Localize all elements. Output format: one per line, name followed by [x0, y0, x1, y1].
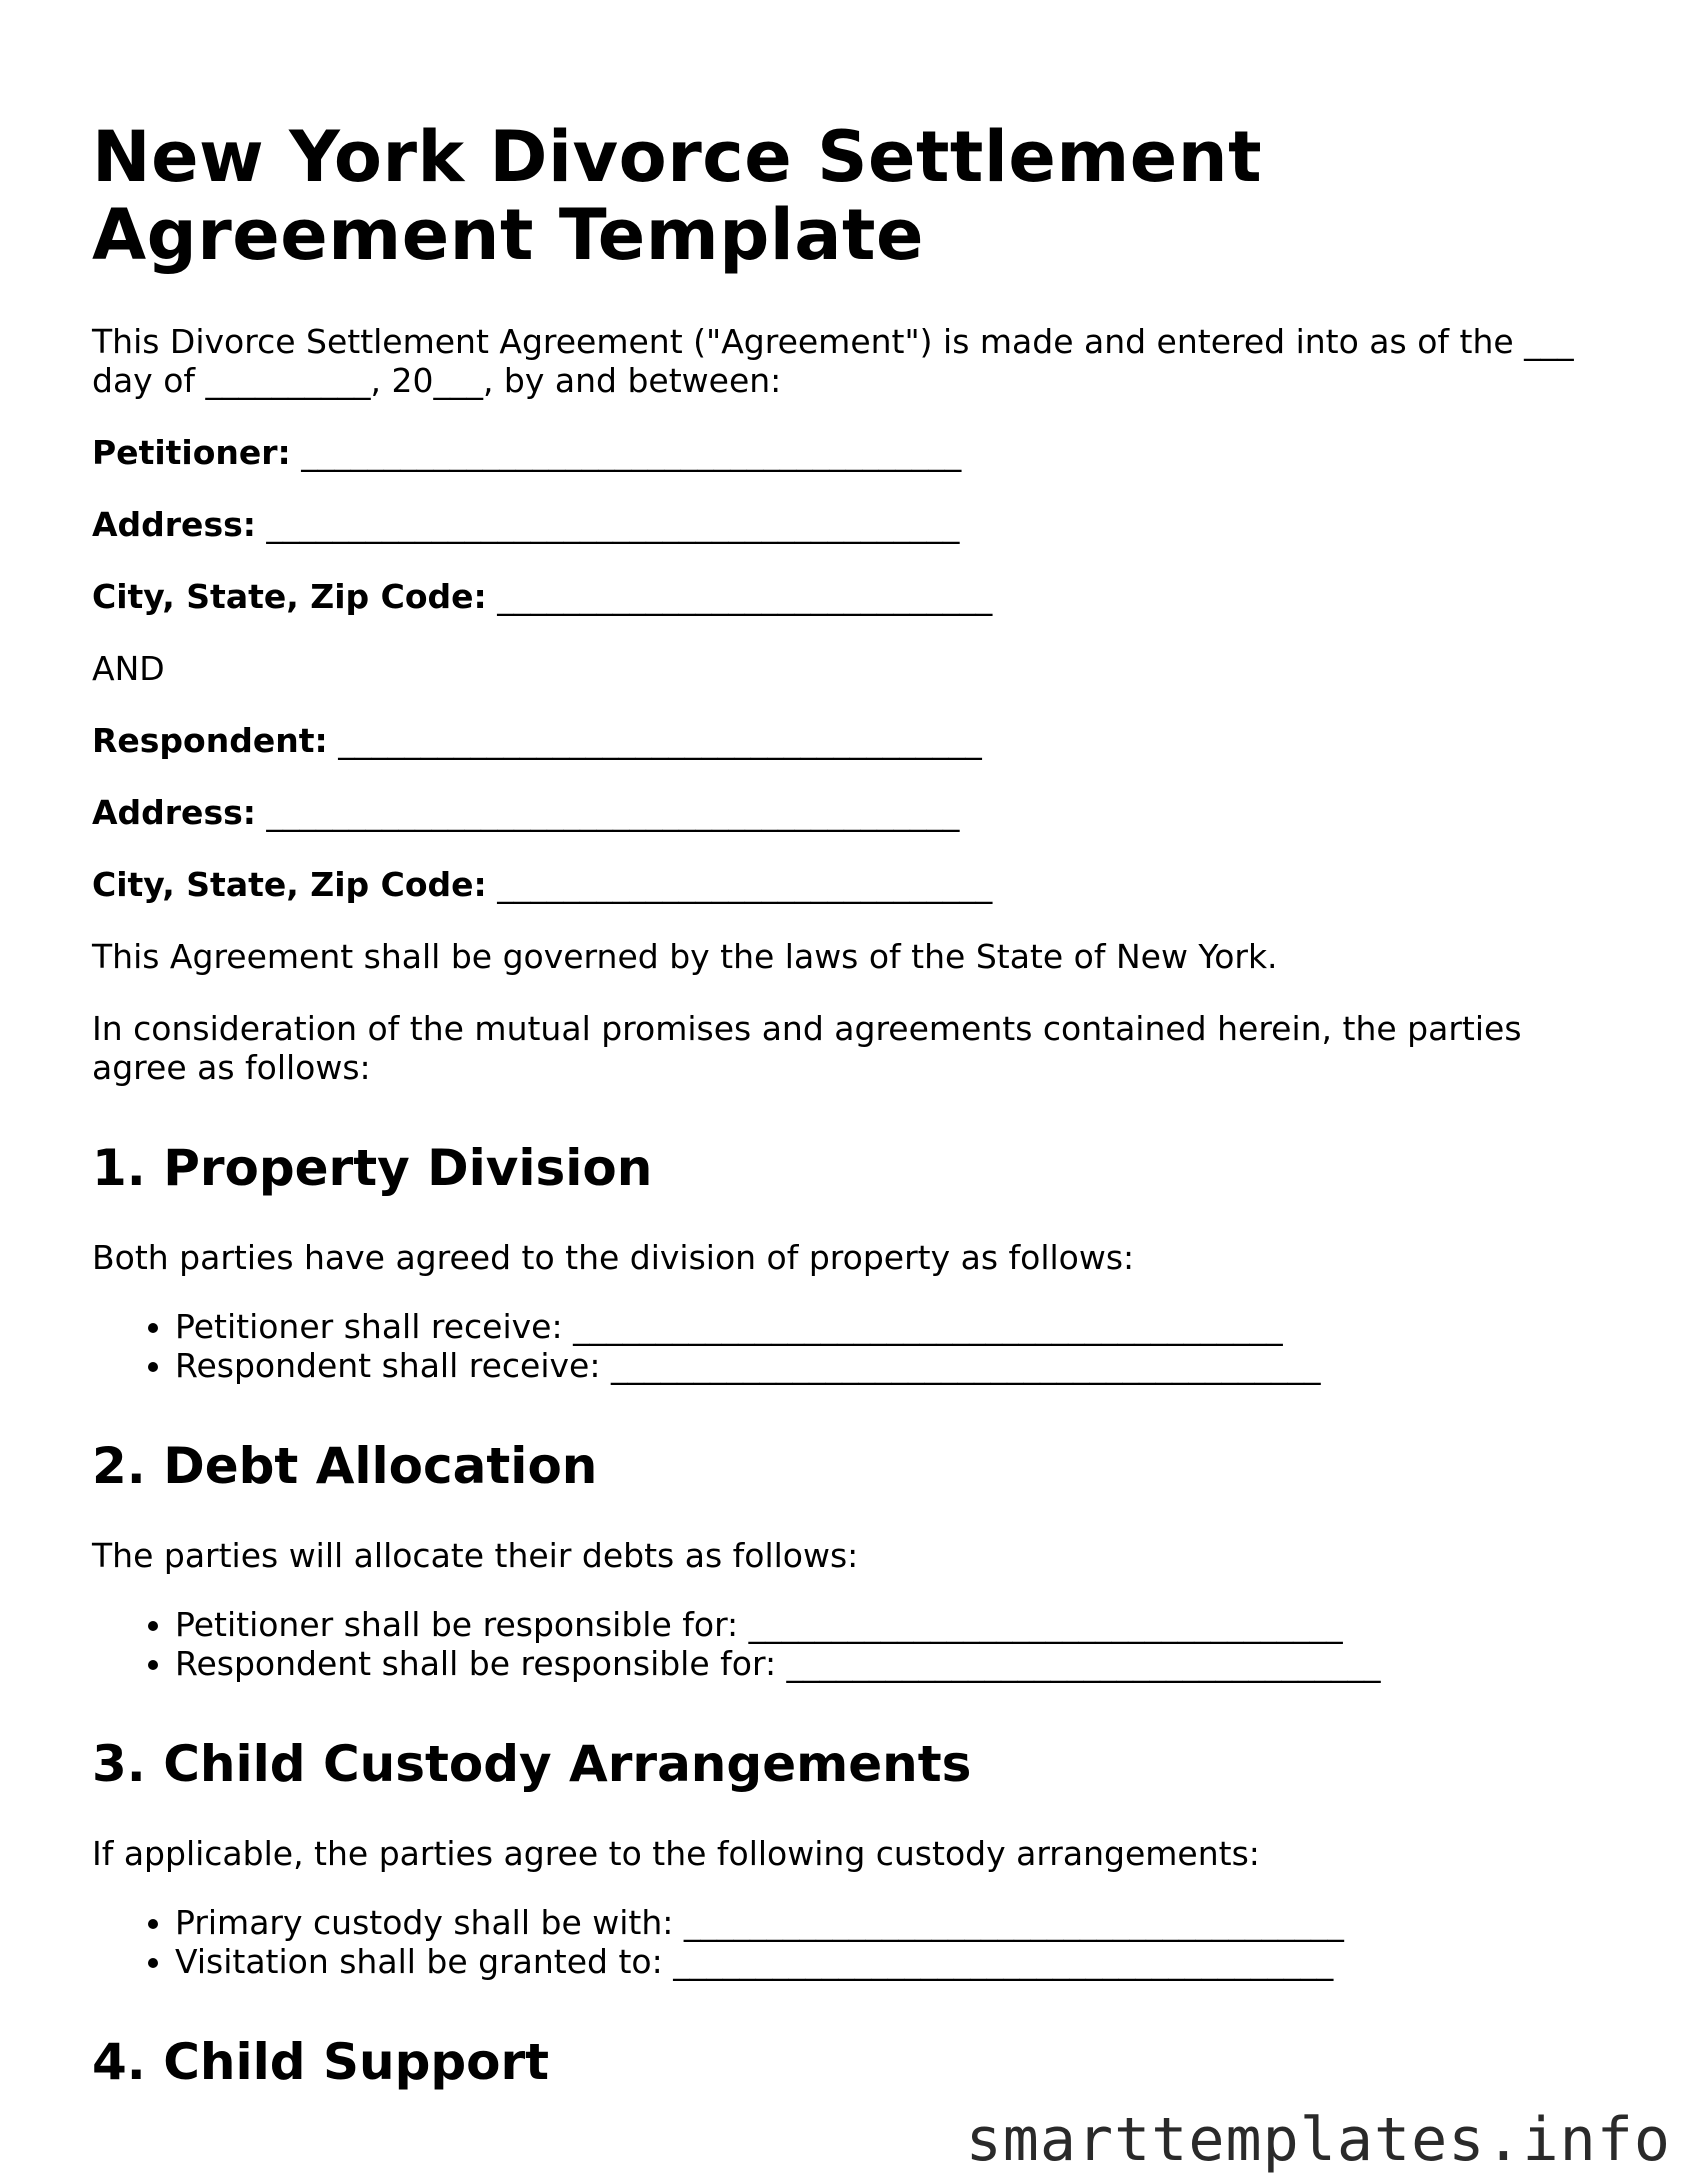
petitioner-city-label: City, State, Zip Code:: [92, 577, 487, 616]
petitioner-address-line: __________________________________________: [266, 505, 960, 544]
section-text-debt-allocation: The parties will allocate their debts as follows:: [92, 1536, 859, 1575]
list-item: • Primary custody shall be with: ________________________________________: [175, 1903, 1592, 1942]
petitioner-city-field: [92, 577, 1592, 616]
petitioner-name-field: [92, 433, 1592, 472]
section-heading-debt-allocation: 2. Debt Allocation: [92, 1437, 598, 1495]
petitioner-city-line: ______________________________: [497, 577, 993, 616]
debt-allocation-list: [92, 1605, 1592, 1683]
respondent-label: Respondent:: [92, 721, 328, 760]
section-heading-property-division: 1. Property Division: [92, 1139, 653, 1197]
page-title: New York Divorce Settlement Agreement Template: [92, 116, 1263, 276]
petitioner-name-line: ________________________________________: [301, 433, 962, 472]
section-text-child-custody: If applicable, the parties agree to the following custody arrangements:: [92, 1834, 1260, 1873]
intro-paragraph: This Divorce Settlement Agreement ("Agreement") is made and entered into as of the ___ day of __________, 20___, by and between:: [92, 322, 1574, 400]
section-text-property-division: Both parties have agreed to the division of property as follows:: [92, 1238, 1135, 1277]
respondent-address-label: Address:: [92, 793, 256, 832]
section-heading-child-support: 4. Child Support: [92, 2033, 550, 2091]
list-item: • Visitation shall be granted to: ________________________________________: [175, 1942, 1592, 1981]
respondent-address-line: __________________________________________: [266, 793, 960, 832]
list-item: • Respondent shall be responsible for: ____________________________________: [175, 1644, 1592, 1683]
consideration-paragraph: In consideration of the mutual promises and agreements contained herein, the parties agree as follows:: [92, 1009, 1522, 1087]
list-item: • Respondent shall receive: ___________________________________________: [175, 1346, 1592, 1385]
petitioner-label: Petitioner:: [92, 433, 291, 472]
and-separator: AND: [92, 649, 165, 688]
petitioner-address-field: [92, 505, 1592, 544]
list-item: • Petitioner shall receive: ___________________________________________: [175, 1307, 1592, 1346]
list-item: • Petitioner shall be responsible for: ____________________________________: [175, 1605, 1592, 1644]
document-page: [92, 118, 1592, 2132]
section-heading-child-custody: 3. Child Custody Arrangements: [92, 1735, 972, 1793]
respondent-address-field: [92, 793, 1592, 832]
property-division-list: [92, 1307, 1592, 1385]
respondent-city-label: City, State, Zip Code:: [92, 865, 487, 904]
watermark: smarttemplates.info: [965, 2105, 1671, 2175]
petitioner-address-label: Address:: [92, 505, 256, 544]
respondent-name-line: _______________________________________: [338, 721, 982, 760]
respondent-city-line: ______________________________: [497, 865, 993, 904]
governing-law-paragraph: This Agreement shall be governed by the laws of the State of New York.: [92, 937, 1278, 976]
respondent-name-field: [92, 721, 1592, 760]
child-custody-list: [92, 1903, 1592, 1981]
respondent-city-field: [92, 865, 1592, 904]
